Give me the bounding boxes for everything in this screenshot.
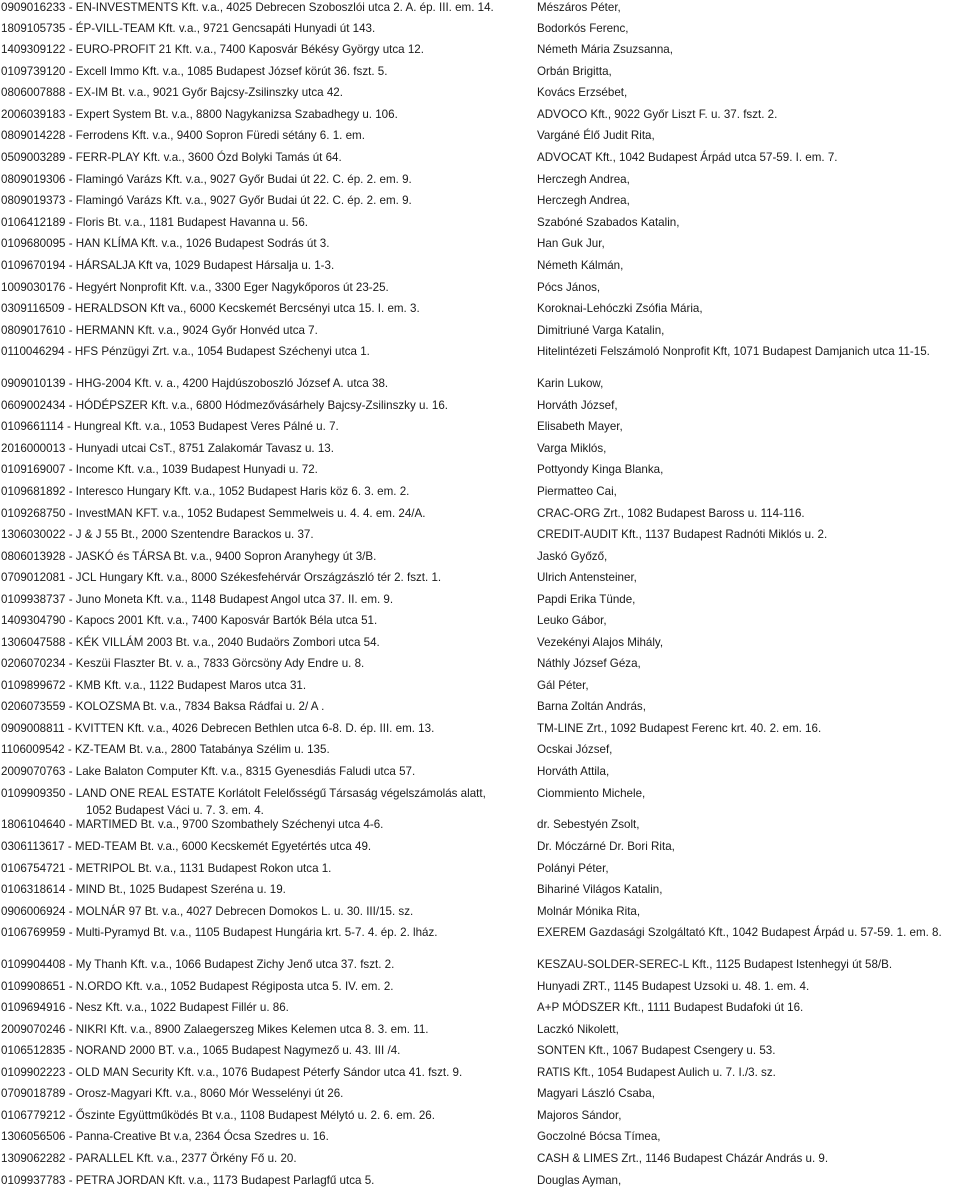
entry-company: 1409309122 - EURO-PROFIT 21 Kft. v.a., 7400 Kaposvár Békésy György utca 12. <box>1 43 424 56</box>
entry-liquidator: Németh Mária Zsuzsanna, <box>537 43 673 56</box>
entry-company: 2009070246 - NIKRI Kft. v.a., 8900 Zalaegerszeg Mikes Kelemen utca 8. 3. em. 11. <box>1 1023 429 1036</box>
entry-liquidator: SONTEN Kft., 1067 Budapest Csengery u. 53. <box>537 1044 776 1057</box>
entry-company: 1806104640 - MARTIMED Bt. v.a., 9700 Szombathely Széchenyi utca 4-6. <box>1 818 384 831</box>
entry-liquidator: Náthly József Géza, <box>537 657 641 670</box>
entry-liquidator: Papdi Erika Tünde, <box>537 593 636 606</box>
entry-company: 0709018789 - Orosz-Magyari Kft. v.a., 8060 Mór Wesselényi út 26. <box>1 1087 344 1100</box>
entry-liquidator: Polányi Péter, <box>537 862 609 875</box>
entry-liquidator: Dr. Móczárné Dr. Bori Rita, <box>537 840 675 853</box>
entry-liquidator: Hunyadi ZRT., 1145 Budapest Uzsoki u. 48. 1. em. 4. <box>537 980 810 993</box>
entry-company: 0109904408 - My Thanh Kft. v.a., 1066 Budapest Zichy Jenő utca 37. fszt. 2. <box>1 958 395 971</box>
entry-liquidator: Mészáros Péter, <box>537 1 621 14</box>
entry-company: 1306047588 - KÉK VILLÁM 2003 Bt. v.a., 2040 Budaörs Zombori utca 54. <box>1 636 380 649</box>
entry-liquidator: Majoros Sándor, <box>537 1109 622 1122</box>
entry-liquidator: Vezekényi Alajos Mihály, <box>537 636 664 649</box>
entry-company: 0109739120 - Excell Immo Kft. v.a., 1085 Budapest József körút 36. fszt. 5. <box>1 65 388 78</box>
entry-liquidator: Herczegh Andrea, <box>537 194 630 207</box>
entry-liquidator: Herczegh Andrea, <box>537 173 630 186</box>
entry-company: 0106512835 - NORAND 2000 BT. v.a., 1065 Budapest Nagymező u. 43. III /4. <box>1 1044 401 1057</box>
entry-liquidator: Kovács Erzsébet, <box>537 86 628 99</box>
entry-liquidator: Gál Péter, <box>537 679 589 692</box>
entry-company: 2016000013 - Hunyadi utcai CsT., 8751 Zalakomár Tavasz u. 13. <box>1 442 334 455</box>
entry-liquidator: RATIS Kft., 1054 Budapest Aulich u. 7. I./3. sz. <box>537 1066 776 1079</box>
entry-company: 0109661114 - Hungreal Kft. v.a., 1053 Budapest Veres Pálné u. 7. <box>1 420 339 433</box>
entry-company: 0109909350 - LAND ONE REAL ESTATE Korlátolt Felelősségű Társaság végelszámolás alatt, <box>1 787 486 800</box>
entry-company: 0106412189 - Floris Bt. v.a., 1181 Budapest Havanna u. 56. <box>1 216 309 229</box>
entry-company: 2006039183 - Expert System Bt. v.a., 8800 Nagykanizsa Szabadhegy u. 106. <box>1 108 398 121</box>
entry-company: 0709012081 - JCL Hungary Kft. v.a., 8000 Székesfehérvár Országzászló tér 2. fszt. 1. <box>1 571 442 584</box>
entry-liquidator: CASH & LIMES Zrt., 1146 Budapest Cházár András u. 9. <box>537 1152 829 1165</box>
entry-company: 0609002434 - HÓDÉPSZER Kft. v.a., 6800 Hódmezővásárhely Bajcsy-Zsilinszky u. 16. <box>1 399 448 412</box>
entry-company: 2009070763 - Lake Balaton Computer Kft. v.a., 8315 Gyenesdiás Faludi utca 57. <box>1 765 416 778</box>
entry-company: 0106769959 - Multi-Pyramyd Bt. v.a., 1105 Budapest Hungária krt. 5-7. 4. ép. 2. lház. <box>1 926 438 939</box>
entry-company: 0206070234 - Keszüi Flaszter Bt. v. a., 7833 Görcsöny Ady Endre u. 8. <box>1 657 365 670</box>
entry-liquidator: Hitelintézeti Felszámoló Nonprofit Kft, 1071 Budapest Damjanich utca 11-15. <box>537 345 930 358</box>
entry-liquidator: Magyari László Csaba, <box>537 1087 655 1100</box>
entry-company: 0109902223 - OLD MAN Security Kft. v.a., 1076 Budapest Péterfy Sándor utca 41. fszt. 9. <box>1 1066 463 1079</box>
entry-company: 0909016233 - EN-INVESTMENTS Kft. v.a., 4025 Debrecen Szoboszlói utca 2. A. ép. III. em. 14. <box>1 1 494 14</box>
entry-company: 0109680095 - HAN KLÍMA Kft. v.a., 1026 Budapest Sodrás út 3. <box>1 237 330 250</box>
entry-liquidator: Németh Kálmán, <box>537 259 624 272</box>
entry-company: 0109899672 - KMB Kft. v.a., 1122 Budapest Maros utca 31. <box>1 679 307 692</box>
entry-liquidator: Orbán Brigitta, <box>537 65 612 78</box>
entry-company: 0809019306 - Flamingó Varázs Kft. v.a., 9027 Győr Budai út 22. C. ép. 2. em. 9. <box>1 173 412 186</box>
entry-company-continued: 1052 Budapest Váci u. 7. 3. em. 4. <box>86 804 264 817</box>
entry-company: 0809019373 - Flamingó Varázs Kft. v.a., 9027 Győr Budai út 22. C. ép. 2. em. 9. <box>1 194 412 207</box>
entry-company: 0909010139 - HHG-2004 Kft. v. a., 4200 Hajdúszoboszló József A. utca 38. <box>1 377 389 390</box>
entry-company: 0109908651 - N.ORDO Kft. v.a., 1052 Budapest Régiposta utca 5. IV. em. 2. <box>1 980 394 993</box>
entry-liquidator: Ocskai József, <box>537 743 613 756</box>
entry-company: 0106754721 - METRIPOL Bt. v.a., 1131 Budapest Rokon utca 1. <box>1 862 332 875</box>
entry-liquidator: KESZAU-SOLDER-SEREC-L Kft., 1125 Budapest Istenhegyi út 58/B. <box>537 958 893 971</box>
entry-company: 0109670194 - HÁRSALJA Kft va, 1029 Budapest Hársalja u. 1-3. <box>1 259 335 272</box>
entry-liquidator: Han Guk Jur, <box>537 237 605 250</box>
entry-liquidator: Bodorkós Ferenc, <box>537 22 629 35</box>
entry-liquidator: Laczkó Nikolett, <box>537 1023 619 1036</box>
entry-liquidator: Barna Zoltán András, <box>537 700 646 713</box>
entry-company: 0109681892 - Interesco Hungary Kft. v.a., 1052 Budapest Haris köz 6. 3. em. 2. <box>1 485 410 498</box>
entry-liquidator: Goczolné Bócsa Tímea, <box>537 1130 661 1143</box>
entry-company: 0106779212 - Őszinte Együttműködés Bt v.a., 1108 Budapest Mélytó u. 2. 6. em. 26. <box>1 1109 435 1122</box>
entry-company: 0206073559 - KOLOZSMA Bt. v.a., 7834 Baksa Rádfai u. 2/ A . <box>1 700 325 713</box>
entry-company: 0909008811 - KVITTEN Kft. v.a., 4026 Debrecen Bethlen utca 6-8. D. ép. III. em. 13. <box>1 722 435 735</box>
entry-liquidator: A+P MÓDSZER Kft., 1111 Budapest Budafoki út 16. <box>537 1001 804 1014</box>
entry-liquidator: Leuko Gábor, <box>537 614 607 627</box>
entry-liquidator: Horváth Attila, <box>537 765 610 778</box>
entry-company: 0906006924 - MOLNÁR 97 Bt. v.a., 4027 Debrecen Domokos L. u. 30. III/15. sz. <box>1 905 414 918</box>
entry-liquidator: Dimitriuné Varga Katalin, <box>537 324 665 337</box>
entry-liquidator: CREDIT-AUDIT Kft., 1137 Budapest Radnóti Miklós u. 2. <box>537 528 828 541</box>
entry-company: 0109694916 - Nesz Kft. v.a., 1022 Budapest Fillér u. 86. <box>1 1001 289 1014</box>
entry-liquidator: Douglas Ayman, <box>537 1174 622 1187</box>
entry-company: 1309062282 - PARALLEL Kft. v.a., 2377 Örkény Fő u. 20. <box>1 1152 297 1165</box>
entry-liquidator: ADVOCO Kft., 9022 Győr Liszt F. u. 37. fszt. 2. <box>537 108 778 121</box>
entry-liquidator: Jaskó Győző, <box>537 550 608 563</box>
entry-liquidator: TM-LINE Zrt., 1092 Budapest Ferenc krt. 40. 2. em. 16. <box>537 722 822 735</box>
entry-company: 0309116509 - HERALDSON Kft va., 6000 Kecskemét Bercsényi utca 15. I. em. 3. <box>1 302 420 315</box>
entry-company: 1306030022 - J & J 55 Bt., 2000 Szentendre Barackos u. 37. <box>1 528 314 541</box>
entry-company: 0109938737 - Juno Moneta Kft. v.a., 1148 Budapest Angol utca 37. II. em. 9. <box>1 593 394 606</box>
entry-company: 1809105735 - ÉP-VILL-TEAM Kft. v.a., 9721 Gencsapáti Hunyadi út 143. <box>1 22 376 35</box>
entry-company: 0106318614 - MIND Bt., 1025 Budapest Szeréna u. 19. <box>1 883 286 896</box>
entry-liquidator: Pottyondy Kinga Blanka, <box>537 463 664 476</box>
entry-company: 0809014228 - Ferrodens Kft. v.a., 9400 Sopron Füredi sétány 6. 1. em. <box>1 129 365 142</box>
entry-liquidator: Elisabeth Mayer, <box>537 420 623 433</box>
entry-liquidator: Bihariné Világos Katalin, <box>537 883 663 896</box>
entry-liquidator: Szabóné Szabados Katalin, <box>537 216 680 229</box>
entry-liquidator: Varga Miklós, <box>537 442 607 455</box>
entry-company: 0809017610 - HERMANN Kft. v.a., 9024 Győr Honvéd utca 7. <box>1 324 318 337</box>
entry-company: 0109268750 - InvestMAN KFT. v.a., 1052 Budapest Semmelweis u. 4. 4. em. 24/A. <box>1 507 426 520</box>
entry-company: 0110046294 - HFS Pénzügyi Zrt. v.a., 1054 Budapest Széchenyi utca 1. <box>1 345 370 358</box>
entry-liquidator: EXEREM Gazdasági Szolgáltató Kft., 1042 Budapest Árpád u. 57-59. 1. em. 8. <box>537 926 942 939</box>
entry-company: 0509003289 - FERR-PLAY Kft. v.a., 3600 Ózd Bolyki Tamás út 64. <box>1 151 342 164</box>
entry-company: 1106009542 - KZ-TEAM Bt. v.a., 2800 Tatabánya Szélim u. 135. <box>1 743 330 756</box>
entry-company: 0306113617 - MED-TEAM Bt. v.a., 6000 Kecskemét Egyetértés utca 49. <box>1 840 372 853</box>
entry-liquidator: Ulrich Antensteiner, <box>537 571 637 584</box>
entry-liquidator: Piermatteo Cai, <box>537 485 617 498</box>
entry-company: 1306056506 - Panna-Creative Bt v.a, 2364 Ócsa Szedres u. 16. <box>1 1130 329 1143</box>
entry-liquidator: Koroknai-Lehóczki Zsófia Mária, <box>537 302 703 315</box>
entry-liquidator: CRAC-ORG Zrt., 1082 Budapest Baross u. 114-116. <box>537 507 805 520</box>
entry-liquidator: Ciommiento Michele, <box>537 787 646 800</box>
entry-liquidator: Vargáné Élő Judit Rita, <box>537 129 655 142</box>
entry-liquidator: Pócs János, <box>537 281 601 294</box>
entry-liquidator: Molnár Mónika Rita, <box>537 905 641 918</box>
entry-company: 0806007888 - EX-IM Bt. v.a., 9021 Győr Bajcsy-Zsilinszky utca 42. <box>1 86 343 99</box>
entry-company: 1009030176 - Hegyért Nonprofit Kft. v.a., 3300 Eger Nagykőporos út 23-25. <box>1 281 389 294</box>
entry-liquidator: Horváth József, <box>537 399 618 412</box>
entry-liquidator: ADVOCAT Kft., 1042 Budapest Árpád utca 57-59. I. em. 7. <box>537 151 838 164</box>
entry-company: 0109937783 - PETRA JORDAN Kft. v.a., 1173 Budapest Parlagfű utca 5. <box>1 1174 375 1187</box>
entry-company: 0109169007 - Income Kft. v.a., 1039 Budapest Hunyadi u. 72. <box>1 463 318 476</box>
entry-liquidator: Karin Lukow, <box>537 377 604 390</box>
entry-company: 1409304790 - Kapocs 2001 Kft. v.a., 7400 Kaposvár Bartók Béla utca 51. <box>1 614 378 627</box>
entry-liquidator: dr. Sebestyén Zsolt, <box>537 818 640 831</box>
entry-company: 0806013928 - JASKÓ és TÁRSA Bt. v.a., 9400 Sopron Aranyhegy út 3/B. <box>1 550 377 563</box>
